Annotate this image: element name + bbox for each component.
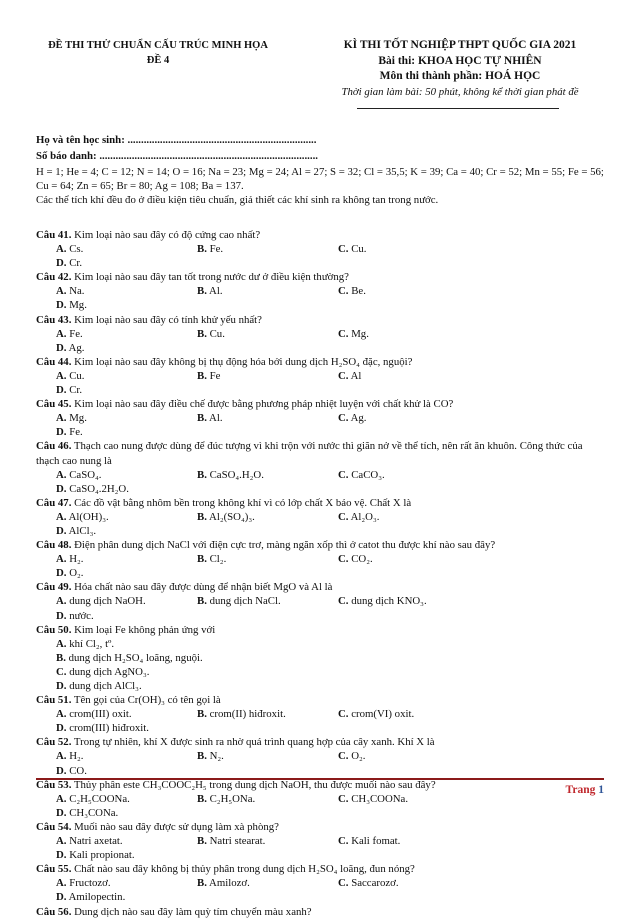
question-number: Câu 53. — [36, 778, 72, 791]
option-letter: A. — [56, 553, 67, 566]
question-number: Câu 56. — [36, 905, 72, 918]
answer-option — [197, 749, 338, 763]
option-text: Kali fomat. — [351, 835, 401, 848]
page-footer — [566, 784, 604, 796]
answer-options — [36, 876, 608, 904]
question-text: Dung dịch nào sau đây làm quỳ tím chuyển màu xanh? — [74, 905, 312, 918]
question-text: Trong tự nhiên, khí X được sinh ra nhờ quá trình quang hợp của cây xanh. Khí X là — [73, 736, 435, 749]
option-letter: B. — [197, 553, 207, 566]
student-id-blank: ................................................................................. — [96, 149, 318, 162]
option-letter: A. — [56, 412, 67, 425]
option-letter: B. — [197, 412, 207, 425]
answer-option — [56, 848, 197, 862]
answer-option — [56, 482, 197, 496]
option-letter: D. — [56, 722, 67, 735]
answer-option — [197, 411, 338, 425]
option-letter: C. — [338, 553, 349, 566]
option-letter: A. — [56, 835, 67, 848]
option-letter: B. — [197, 327, 207, 340]
option-text: Na. — [69, 285, 85, 298]
option-text: crom(III) hiđroxit. — [69, 722, 149, 735]
answer-options — [36, 468, 608, 496]
exam-duration: Thời gian làm bài: 50 phút, không kể thời gian phát đề — [341, 85, 579, 98]
option-letter: D. — [56, 257, 67, 270]
option-letter: A. — [56, 243, 67, 256]
answer-option — [56, 594, 197, 608]
answer-option — [56, 665, 338, 679]
page-label: Trang — [565, 784, 596, 796]
question-number: Câu 52. — [36, 736, 72, 749]
option-text: dung dịch NaOH. — [69, 595, 146, 608]
answer-options — [36, 749, 608, 777]
answer-options — [36, 242, 608, 270]
option-letter: A. — [56, 468, 67, 481]
answer-option — [197, 284, 338, 298]
option-letter: B. — [197, 243, 207, 256]
option-letter: B. — [197, 510, 207, 523]
option-text: Fe. — [69, 426, 83, 439]
option-letter: D. — [56, 384, 67, 397]
answer-option — [338, 707, 479, 721]
exam-header-left — [28, 38, 288, 68]
option-text: dung dịch AgNO₃. — [69, 665, 150, 678]
answer-option — [56, 890, 197, 904]
option-text: Amilopectin. — [68, 891, 126, 904]
answer-option — [56, 721, 197, 735]
exam-instructions — [36, 165, 608, 207]
answer-options — [36, 552, 608, 580]
student-name-label: Họ và tên học sinh: — [36, 134, 125, 146]
option-letter: B. — [56, 651, 66, 664]
question-text: Kim loại nào sau đây điều chế được bằng phương pháp nhiệt luyện với chất khử là CO? — [74, 398, 454, 411]
option-text: N₂. — [209, 750, 224, 763]
student-id-label: Số báo danh: — [36, 149, 97, 162]
answer-option — [56, 411, 197, 425]
option-text: Al — [350, 369, 362, 382]
option-text: Ag. — [68, 341, 85, 354]
answer-option — [56, 468, 197, 482]
option-text: Mg. — [69, 412, 87, 425]
option-letter: D. — [56, 299, 67, 312]
answer-options — [36, 327, 608, 355]
option-letter: A. — [56, 327, 67, 340]
question — [36, 905, 608, 919]
option-letter: B. — [197, 595, 207, 608]
question — [36, 228, 608, 270]
option-letter: A. — [56, 369, 67, 382]
answer-option — [56, 510, 197, 524]
answer-option — [56, 707, 197, 721]
option-letter: A. — [56, 285, 67, 298]
option-text: nước. — [69, 609, 94, 622]
question — [36, 778, 608, 820]
question-stem — [36, 439, 608, 467]
answer-option — [56, 327, 197, 341]
option-letter: D. — [56, 680, 67, 692]
option-text: Saccarozơ. — [351, 877, 399, 890]
answer-option — [56, 524, 197, 538]
option-text: Fructozơ. — [69, 877, 111, 890]
question-text: Kim loại nào sau đây không bị thụ động hóa bởi dung dịch H₂SO₄ đặc, nguội? — [74, 355, 413, 368]
exam-code: ĐỀ 4 — [146, 55, 170, 66]
question-stem — [36, 905, 608, 919]
exam-subject-group: Bài thi: KHOA HỌC TỰ NHIÊN — [378, 54, 542, 67]
option-letter: C. — [338, 369, 349, 382]
option-letter: C. — [338, 510, 349, 523]
option-text: Cl₂. — [209, 553, 227, 566]
answer-option — [56, 806, 197, 820]
answer-options — [36, 594, 608, 622]
option-letter: D. — [56, 849, 67, 862]
question — [36, 439, 608, 495]
option-text: Kali propionat. — [69, 849, 135, 862]
question — [36, 270, 608, 312]
option-letter: D. — [56, 609, 67, 622]
answer-option — [56, 679, 338, 693]
option-text: khí Cl₂, tº. — [69, 637, 115, 650]
question — [36, 580, 608, 622]
answer-option — [56, 425, 197, 439]
answer-option — [338, 468, 479, 482]
question — [36, 496, 608, 538]
option-text: Fe. — [209, 243, 224, 256]
option-text: Cu. — [69, 369, 85, 382]
answer-option — [338, 242, 479, 256]
student-name-blank: ...................................................................... — [124, 134, 317, 146]
option-letter: B. — [197, 792, 207, 805]
question-number: Câu 42. — [36, 271, 72, 284]
option-text: O₂. — [351, 750, 366, 763]
question-number: Câu 51. — [36, 694, 72, 707]
answer-option — [56, 566, 197, 580]
option-text: Cs. — [69, 243, 84, 256]
option-letter: D. — [56, 426, 67, 439]
question-list — [36, 228, 608, 919]
answer-options — [36, 284, 608, 312]
option-text: Al(OH)₃. — [68, 510, 109, 523]
header-divider — [357, 108, 559, 109]
option-letter: D. — [56, 482, 67, 495]
option-text: Natri stearat. — [209, 835, 266, 848]
question-stem — [36, 270, 608, 284]
option-text: Ag. — [350, 412, 367, 425]
question-stem — [36, 355, 608, 369]
question-number: Câu 48. — [36, 539, 72, 552]
student-info — [36, 133, 616, 164]
question — [36, 313, 608, 355]
answer-option — [56, 834, 197, 848]
option-text: Cu. — [351, 243, 367, 256]
exam-title: KÌ THI TỐT NGHIỆP THPT QUỐC GIA 2021 — [343, 39, 577, 51]
option-letter: D. — [56, 567, 67, 580]
question-number: Câu 43. — [36, 313, 72, 326]
question — [36, 355, 608, 397]
option-letter: C. — [338, 835, 349, 848]
question-text: Các đồ vật bằng nhôm bền trong không khí vì có lớp chất X bảo vệ. Chất X là — [74, 496, 412, 509]
answer-option — [56, 609, 197, 623]
answer-option — [338, 792, 479, 806]
answer-option — [338, 369, 479, 383]
question-stem — [36, 735, 608, 749]
question — [36, 693, 608, 735]
question-text: Hóa chất nào sau đây được dùng để nhận biết MgO và Al là — [74, 581, 333, 594]
mock-exam-title: ĐỀ THI THỬ CHUẨN CẤU TRÚC MINH HỌA — [48, 40, 268, 51]
option-letter: C. — [338, 750, 349, 763]
option-text: Mg. — [351, 327, 369, 340]
question-text: Kim loại Fe không phản ứng với — [74, 623, 216, 636]
question — [36, 735, 608, 777]
question-stem — [36, 397, 608, 411]
question-number: Câu 41. — [36, 229, 72, 241]
answer-option — [56, 298, 197, 312]
option-letter: B. — [197, 835, 207, 848]
question-text: Kim loại nào sau đây tan tốt trong nước dư ở điều kiện thường? — [74, 271, 349, 284]
option-text: Al. — [209, 285, 223, 298]
option-text: Fe — [209, 369, 221, 382]
option-letter: C. — [338, 708, 349, 721]
option-letter: A. — [56, 708, 67, 721]
answer-option — [197, 510, 338, 524]
question-text: Thạch cao nung được dùng để đúc tượng vì khi trộn với nước thì giãn nở về thể tích, nên rất ăn khuôn. Công thức của thạch cao nung là — [36, 440, 583, 467]
option-letter: B. — [197, 369, 207, 382]
option-text: C₂H₅COONa. — [69, 792, 130, 805]
answer-option — [56, 764, 197, 778]
answer-option — [338, 594, 479, 608]
answer-options — [36, 834, 608, 862]
question-number: Câu 45. — [36, 398, 72, 411]
option-text: Cu. — [209, 327, 225, 340]
answer-option — [338, 327, 479, 341]
answer-option — [197, 707, 338, 721]
answer-option — [56, 369, 197, 383]
answer-option — [197, 594, 338, 608]
question-stem — [36, 496, 608, 510]
option-letter: C. — [338, 595, 349, 608]
answer-option — [338, 876, 479, 890]
option-text: Amilozơ. — [209, 877, 250, 890]
option-text: H₂. — [69, 553, 84, 566]
option-text: Al₂(SO₄)₃. — [209, 510, 255, 523]
option-text: CO₂. — [351, 553, 373, 566]
question-number: Câu 47. — [36, 496, 72, 509]
answer-option — [197, 468, 338, 482]
option-letter: C. — [338, 792, 349, 805]
option-text: dung dịch AlCl₃. — [69, 680, 142, 692]
option-text: crom(VI) oxit. — [351, 708, 415, 721]
answer-option — [338, 834, 479, 848]
answer-options — [36, 792, 608, 820]
question-number: Câu 46. — [36, 440, 72, 453]
answer-option — [197, 834, 338, 848]
page-number: 1 — [598, 784, 604, 796]
option-letter: C. — [338, 468, 349, 481]
answer-option — [197, 242, 338, 256]
answer-option — [56, 651, 338, 665]
option-text: CO. — [69, 764, 87, 777]
question-number: Câu 49. — [36, 581, 72, 594]
option-text: H₂. — [69, 750, 84, 763]
answer-option — [338, 411, 479, 425]
question-text: Chất nào sau đây không bị thủy phân trong dung dịch H₂SO₄ loãng, đun nóng? — [74, 863, 415, 876]
question — [36, 397, 608, 439]
question-stem — [36, 228, 608, 242]
option-letter: C. — [56, 665, 67, 678]
option-letter: C. — [338, 243, 349, 256]
option-letter: C. — [338, 877, 349, 890]
option-letter: C. — [338, 412, 349, 425]
answer-option — [197, 552, 338, 566]
question-text: Kim loại nào sau đây có tính khử yếu nhất? — [74, 313, 262, 326]
answer-option — [197, 792, 338, 806]
question-text: Muối nào sau đây được sử dụng làm xà phòng? — [74, 820, 279, 833]
question-number: Câu 54. — [36, 820, 72, 833]
option-text: Be. — [351, 285, 366, 298]
option-text: crom(III) oxit. — [69, 708, 132, 721]
option-letter: C. — [338, 285, 349, 298]
question-text: Thủy phân este CH₃COOC₂H₅ trong dung dịch NaOH, thu được muối nào sau đây? — [73, 778, 436, 791]
option-text: CaSO₄. — [69, 468, 102, 481]
option-text: Al₂O₃. — [350, 510, 380, 523]
answer-option — [56, 242, 197, 256]
option-text: CaSO₄.2H₂O. — [69, 482, 129, 495]
option-text: Fe. — [69, 327, 83, 340]
option-text: C₂H₅ONa. — [209, 792, 256, 805]
answer-option — [56, 552, 197, 566]
option-text: Mg. — [69, 299, 87, 312]
answer-options — [36, 369, 608, 397]
option-letter: D. — [56, 341, 67, 354]
question-number: Câu 55. — [36, 863, 72, 876]
student-name-line — [36, 133, 616, 149]
option-letter: B. — [197, 877, 207, 890]
option-letter: D. — [56, 524, 67, 537]
option-letter: B. — [197, 285, 207, 298]
option-letter: B. — [197, 750, 207, 763]
option-letter: A. — [56, 877, 67, 890]
question — [36, 820, 608, 862]
option-letter: D. — [56, 891, 67, 904]
answer-options — [36, 637, 608, 693]
question — [36, 623, 608, 693]
option-letter: B. — [197, 708, 207, 721]
answer-option — [338, 552, 479, 566]
student-id-line — [36, 149, 616, 165]
question-stem — [36, 580, 608, 594]
answer-option — [56, 256, 197, 270]
question — [36, 862, 608, 904]
question-text: Điện phân dung dịch NaCl với điện cực trơ, màng ngăn xốp thì ở catot thu được khí nào sau đây? — [74, 539, 496, 552]
answer-option — [56, 383, 197, 397]
answer-options — [36, 411, 608, 439]
option-letter: C. — [338, 327, 349, 340]
answer-option — [56, 749, 197, 763]
option-text: CaSO₄.H₂O. — [209, 468, 264, 481]
option-letter: D. — [56, 764, 67, 777]
answer-option — [56, 876, 197, 890]
option-text: dung dịch NaCl. — [209, 595, 281, 608]
question-stem — [36, 693, 608, 707]
gas-note: Các thể tích khí đều đo ở điều kiện tiêu chuẩn, giả thiết các khí sinh ra không tan trong nước. — [36, 194, 439, 206]
answer-option — [56, 284, 197, 298]
option-text: CaCO₃. — [351, 468, 385, 481]
answer-option — [197, 876, 338, 890]
option-text: Natri axetat. — [69, 835, 123, 848]
answer-option — [338, 284, 479, 298]
exam-header-right — [292, 38, 628, 100]
question — [36, 538, 608, 580]
answer-option — [56, 637, 338, 651]
option-letter: A. — [56, 510, 67, 523]
question-stem — [36, 623, 608, 637]
option-text: AlCl₃. — [68, 524, 97, 537]
answer-options — [36, 510, 608, 538]
question-number: Câu 50. — [36, 623, 72, 636]
question-stem — [36, 862, 608, 876]
answer-option — [338, 749, 479, 763]
question-stem — [36, 538, 608, 552]
question-text: Kim loại nào sau đây có độ cứng cao nhất? — [74, 229, 261, 241]
question-number: Câu 44. — [36, 355, 72, 368]
option-letter: A. — [56, 595, 67, 608]
answer-option — [197, 327, 338, 341]
option-text: dung dịch KNO₃. — [351, 595, 427, 608]
exam-subject: Môn thi thành phần: HOÁ HỌC — [379, 70, 541, 82]
option-text: Al. — [209, 412, 223, 425]
answer-option — [56, 341, 197, 355]
option-letter: A. — [56, 750, 67, 763]
answer-options — [36, 707, 608, 735]
option-text: dung dịch H₂SO₄ loãng, nguội. — [68, 651, 203, 664]
option-text: CH₃COONa. — [351, 792, 409, 805]
option-letter: B. — [197, 468, 207, 481]
option-letter: D. — [56, 806, 67, 819]
option-letter: A. — [56, 792, 67, 805]
question-text: Tên gọi của Cr(OH)₃ có tên gọi là — [73, 694, 221, 707]
atomic-masses: H = 1; He = 4; C = 12; N = 14; O = 16; Na = 23; Mg = 24; Al = 27; S = 32; Cl = 35,5; K = 39; Ca = 40; Cr = 52; Mn = 55; Fe = 56; Cu = 64; Zn = 65; Br = 80; Ag = 108; Ba = 137. — [36, 166, 604, 192]
answer-option — [197, 369, 338, 383]
option-text: Cr. — [69, 384, 83, 397]
option-text: O₂. — [69, 567, 84, 580]
option-text: CH₃CONa. — [69, 806, 119, 819]
option-letter: A. — [56, 637, 67, 650]
option-text: Cr. — [69, 257, 83, 270]
footer-divider — [36, 778, 604, 780]
option-text: crom(II) hiđroxit. — [209, 708, 286, 721]
question-stem — [36, 820, 608, 834]
question-stem — [36, 313, 608, 327]
answer-option — [56, 792, 197, 806]
answer-option — [338, 510, 479, 524]
